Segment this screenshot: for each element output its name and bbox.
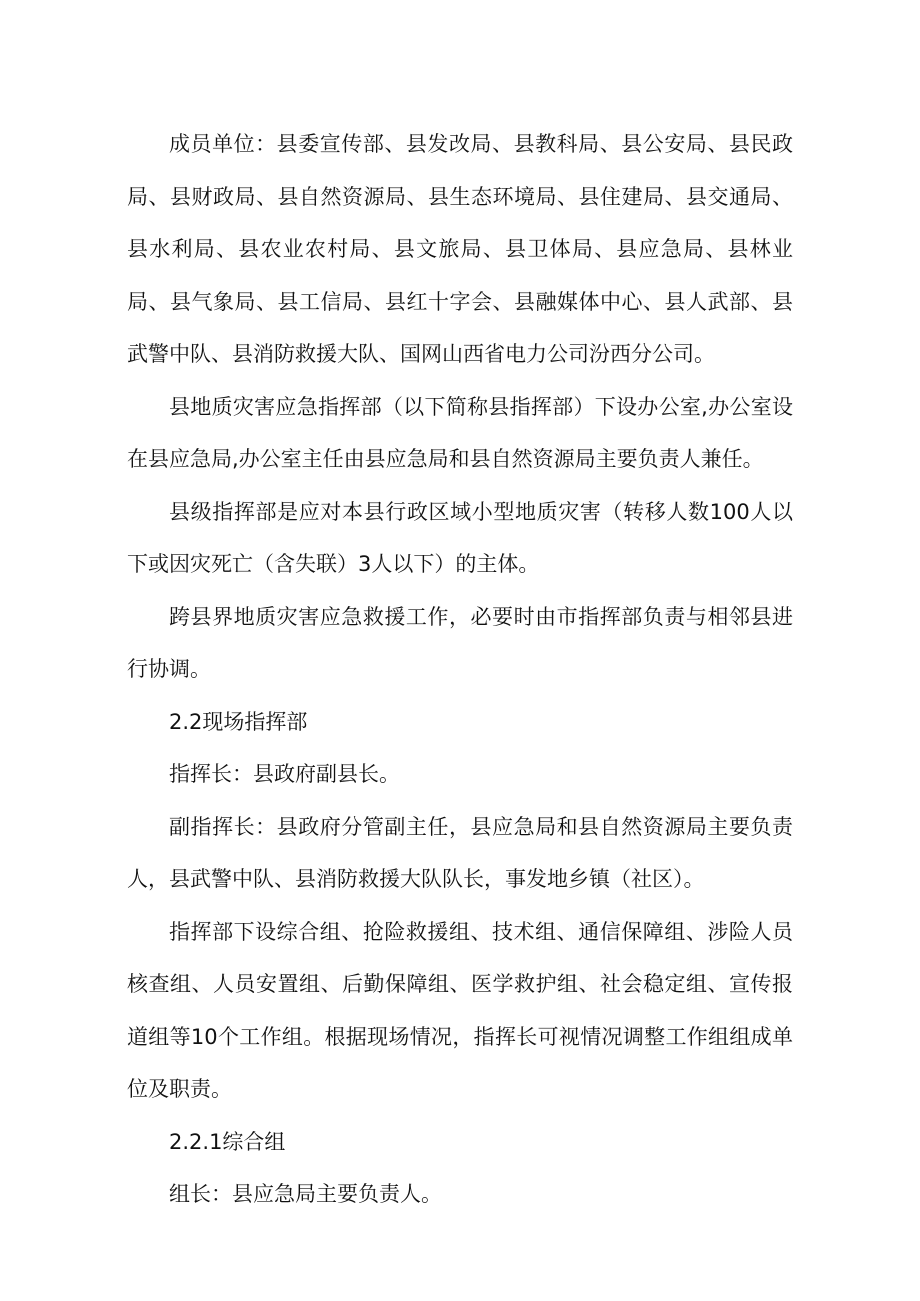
paragraph-deputy-commander: 副指挥长：县政府分管副主任，县应急局和县自然资源局主要负责人，县武警中队、县消防救援大队队长，事发地乡镇（社区）。 [127,814,793,891]
paragraph-commander: 指挥长：县政府副县长。 [169,762,400,786]
paragraph-working-groups: 指挥部下设综合组、抢险救援组、技术组、通信保障组、涉险人员核查组、人员安置组、后勤保障组、医学救护组、社会稳定组、宣传报道组等10个工作组。根据现场情况，指挥长可视情况调整工作组组成单位及职责。 [127,919,793,1101]
paragraph-county-command: 县级指挥部是应对本县行政区域小型地质灾害（转移人数100人以下或因灾死亡（含失联）3人以下）的主体。 [127,499,793,576]
paragraph-cross-county: 跨县界地质灾害应急救援工作，必要时由市指挥部负责与相邻县进行协调。 [127,604,793,681]
section-heading-2-2-1: 2.2.1综合组 [169,1129,286,1154]
section-heading-2-2: 2.2现场指挥部 [169,709,308,734]
paragraph-group-leader: 组长：县应急局主要负责人。 [169,1182,442,1206]
paragraph-office: 县地质灾害应急指挥部（以下简称县指挥部）下设办公室,办公室设在县应急局,办公室主任由县应急局和县自然资源局主要负责人兼任。 [127,394,793,471]
paragraph-member-units: 成员单位：县委宣传部、县发改局、县教科局、县公安局、县民政局、县财政局、县自然资源局、县生态环境局、县住建局、县交通局、县水利局、县农业农村局、县文旅局、县卫体局、县应急局、县林业局、县气象局、县工信局、县红十字会、县融媒体中心、县人武部、县武警中队、县消防救援大队、国网山西省电力公司汾西分公司。 [127,132,793,366]
document-body [127,118,793,1221]
